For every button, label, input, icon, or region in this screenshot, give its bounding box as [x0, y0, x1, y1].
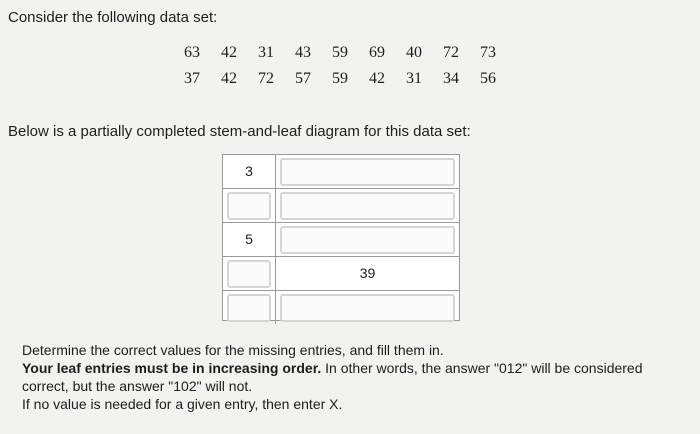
- data-value: 63: [184, 44, 200, 61]
- leaf-cell: [276, 257, 459, 290]
- data-value: 42: [221, 70, 237, 87]
- leaf-input[interactable]: [280, 294, 455, 322]
- instruction-line: If no value is needed for a given entry, then enter X.: [22, 396, 343, 412]
- instructions: [22, 341, 682, 413]
- stem-cell: [223, 155, 276, 188]
- instruction-order: [22, 359, 682, 395]
- data-value: 43: [295, 44, 311, 61]
- data-value: 59: [332, 70, 348, 87]
- instruction-example: In other words, the answer "012" will be considered correct, but the answer "102" will not.: [22, 360, 643, 394]
- data-value: 56: [480, 70, 496, 87]
- diagram-row: [223, 223, 459, 256]
- data-value: 42: [369, 70, 385, 87]
- data-value: 31: [406, 70, 422, 87]
- stem-cell: [223, 189, 276, 222]
- data-value: 72: [443, 44, 459, 61]
- stem-input[interactable]: [227, 294, 271, 322]
- diagram-row: [223, 189, 459, 222]
- leaf-input[interactable]: [280, 226, 455, 254]
- stem-input[interactable]: [227, 260, 271, 288]
- stem-cell: [223, 223, 276, 256]
- data-row-2: [184, 66, 517, 92]
- data-value: 40: [406, 44, 422, 61]
- data-value: 37: [184, 70, 200, 87]
- diagram-row: [223, 291, 459, 324]
- leaf-value: 39: [359, 265, 376, 281]
- leaf-cell: [276, 223, 459, 256]
- diagram-row: [223, 155, 459, 188]
- leaf-cell: [276, 155, 459, 188]
- leaf-input[interactable]: [280, 158, 455, 186]
- data-value: 72: [258, 70, 274, 87]
- leaf-cell: [276, 189, 459, 222]
- diagram-heading: Below is a partially completed stem-and-leaf diagram for this data set:: [8, 123, 471, 140]
- data-value: 34: [443, 70, 459, 87]
- instruction-bold: Your leaf entries must be in increasing order.: [22, 360, 322, 376]
- diagram-row: [223, 257, 459, 290]
- leaf-input[interactable]: [280, 192, 455, 220]
- data-row-1: [184, 40, 517, 66]
- data-value: 31: [258, 44, 274, 61]
- stem-value: 5: [245, 231, 253, 247]
- stem-cell: [223, 291, 276, 324]
- instruction-line: Determine the correct values for the missing entries, and fill them in.: [22, 342, 444, 358]
- stem-value: 3: [245, 163, 253, 179]
- data-value: 73: [480, 44, 496, 61]
- data-set: [184, 40, 517, 92]
- data-value: 59: [332, 44, 348, 61]
- data-value: 69: [369, 44, 385, 61]
- data-value: 57: [295, 70, 311, 87]
- data-value: 42: [221, 44, 237, 61]
- leaf-cell: [276, 291, 459, 324]
- stem-cell: [223, 257, 276, 290]
- intro-text: Consider the following data set:: [8, 9, 218, 26]
- stem-leaf-diagram: [222, 154, 460, 321]
- stem-input[interactable]: [227, 192, 271, 220]
